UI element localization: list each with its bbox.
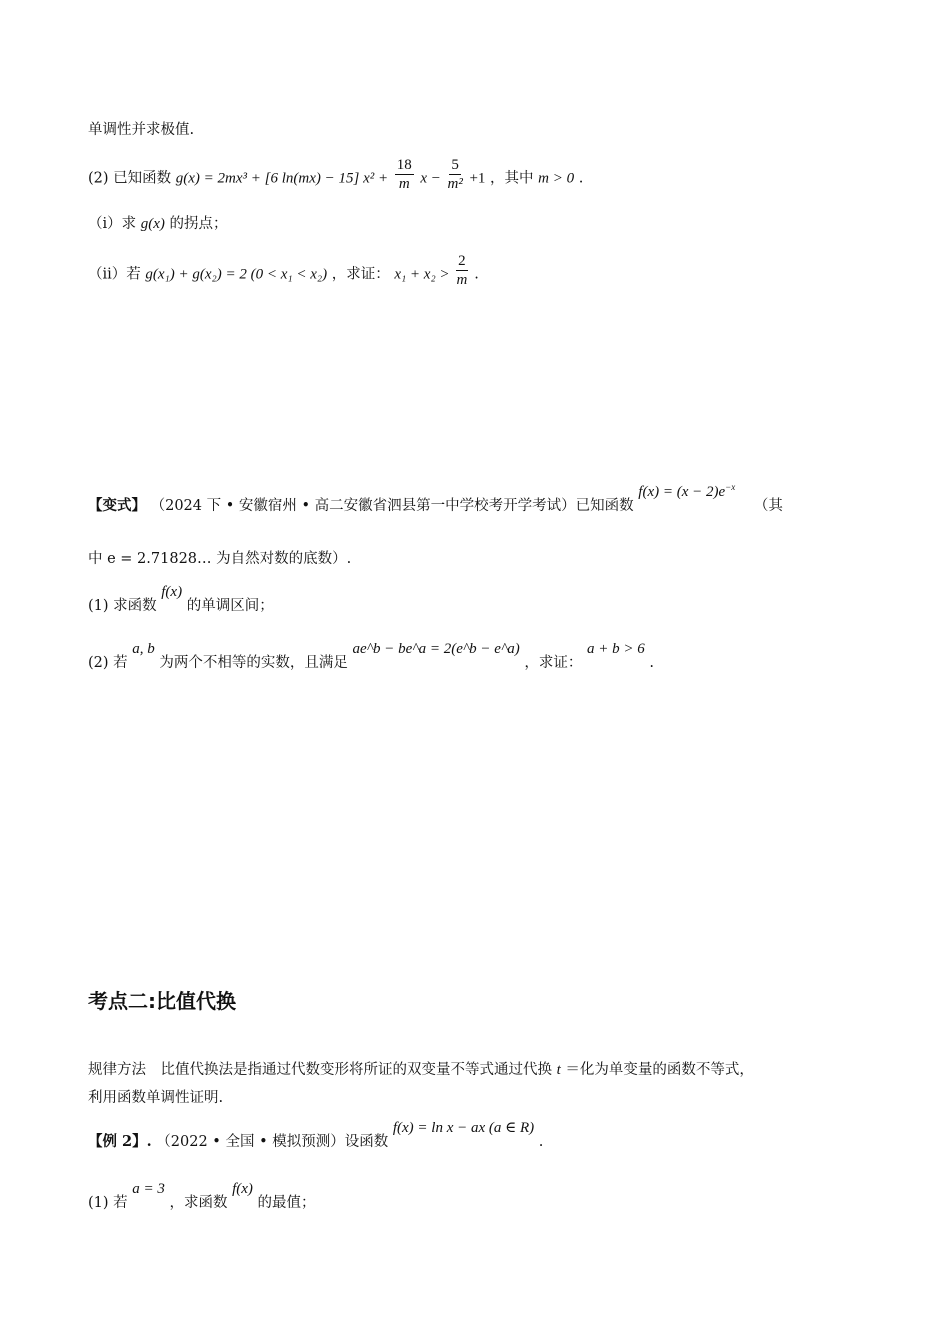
fraction-denominator: m <box>456 272 468 288</box>
goal-expr: a + b > 6 <box>587 641 645 657</box>
question-2-statement <box>88 157 584 197</box>
subquestion-label: （ii）若 <box>88 266 141 283</box>
where-text: ，其中 <box>490 170 534 187</box>
text-line-monotonicity <box>88 118 194 139</box>
question-text: 的单调区间； <box>186 598 274 614</box>
method-line-1 <box>88 1058 754 1079</box>
math-expr: f(x) <box>161 584 183 600</box>
question-text: ，求函数 <box>169 1195 228 1211</box>
function-f <box>638 484 735 500</box>
section-title: 考点二:比值代换 <box>88 989 236 1013</box>
prove-text: ，求证： <box>524 655 583 671</box>
method-text: 利用函数单调性证明. <box>88 1090 224 1106</box>
paragraph-text: 单调性并求极值. <box>88 122 195 138</box>
example-tag: 【例 2】. <box>88 1133 152 1150</box>
math-term: x − <box>420 170 441 187</box>
variant-source: （2024 下 • 安徽宿州 • 高二安徽省泗县第一中学校考开学考试）已知函数 <box>150 498 634 514</box>
variable-t: t <box>556 1062 561 1078</box>
example-2-question-1 <box>88 1181 316 1212</box>
condition-expr: m > 0 <box>538 170 575 187</box>
question-text: 为两个不相等的实数，且满足 <box>159 655 348 671</box>
method-text: ＝化为单变量的函数不等式， <box>565 1062 754 1078</box>
period: . <box>578 170 584 187</box>
math-expr: g(x₁) + g(x₂) = 2 (0 < x₁ < x₂) <box>145 266 328 283</box>
paren-text: （其 <box>753 498 783 514</box>
exponent: −x <box>725 482 736 492</box>
fraction-denominator: m <box>398 176 410 192</box>
question-label: (1) 求函数 <box>88 598 157 614</box>
math-term: +1 <box>469 170 486 187</box>
variant-statement <box>88 482 783 515</box>
variant-tag: 【变式】 <box>88 497 146 514</box>
method-text: 规律方法 比值代换法是指通过代数变形将所证的双变量不等式通过代换 <box>88 1062 552 1078</box>
subquestion-ii <box>88 253 479 293</box>
condition-expr: a = 3 <box>132 1181 165 1197</box>
prove-text: ，求证： <box>331 266 390 283</box>
variant-question-1 <box>88 584 274 615</box>
math-expr: ae^b − be^a = 2(e^b − e^a) <box>352 641 520 657</box>
period: . <box>474 266 479 283</box>
period: . <box>538 1134 544 1150</box>
fraction-numerator: 5 <box>451 157 459 173</box>
example-2-statement <box>88 1120 544 1151</box>
paragraph-text: 中 e = 2.71828… 为自然对数的底数）. <box>88 551 352 567</box>
variant-question-2 <box>88 641 654 672</box>
variant-line-2 <box>88 547 351 568</box>
fraction-2-over-m <box>456 252 468 289</box>
function-f: f(x) = ln x − ax (a ∈ R) <box>392 1120 535 1136</box>
fraction-18-over-m <box>395 156 414 193</box>
fraction-5-over-m2 <box>447 156 462 193</box>
question-label: (2) 已知函数 <box>88 170 172 187</box>
period: . <box>649 655 654 671</box>
math-expr: f(x) = (x − 2)e <box>638 484 726 500</box>
question-label: (2) 若 <box>88 655 128 671</box>
subquestion-label: （i）求 <box>88 216 137 232</box>
fraction-numerator: 18 <box>396 157 412 173</box>
method-line-2 <box>88 1086 223 1107</box>
fraction-numerator: 2 <box>458 253 466 269</box>
fraction-denominator: m² <box>447 176 463 192</box>
subquestion-i <box>88 212 228 233</box>
subquestion-text: 的拐点； <box>169 216 228 232</box>
math-expr: g(x) <box>140 216 165 232</box>
math-lhs: x₁ + x₂ > <box>394 266 450 283</box>
example-source: （2022 • 全国 • 模拟预测）设函数 <box>156 1134 389 1150</box>
g-definition: g(x) = 2mx³ + [6 ln(mx) − 15] x² + <box>175 170 389 187</box>
question-text: 的最值； <box>257 1195 316 1211</box>
math-vars: a, b <box>132 641 155 657</box>
math-expr: f(x) <box>232 1181 253 1197</box>
question-label: (1) 若 <box>88 1195 128 1211</box>
